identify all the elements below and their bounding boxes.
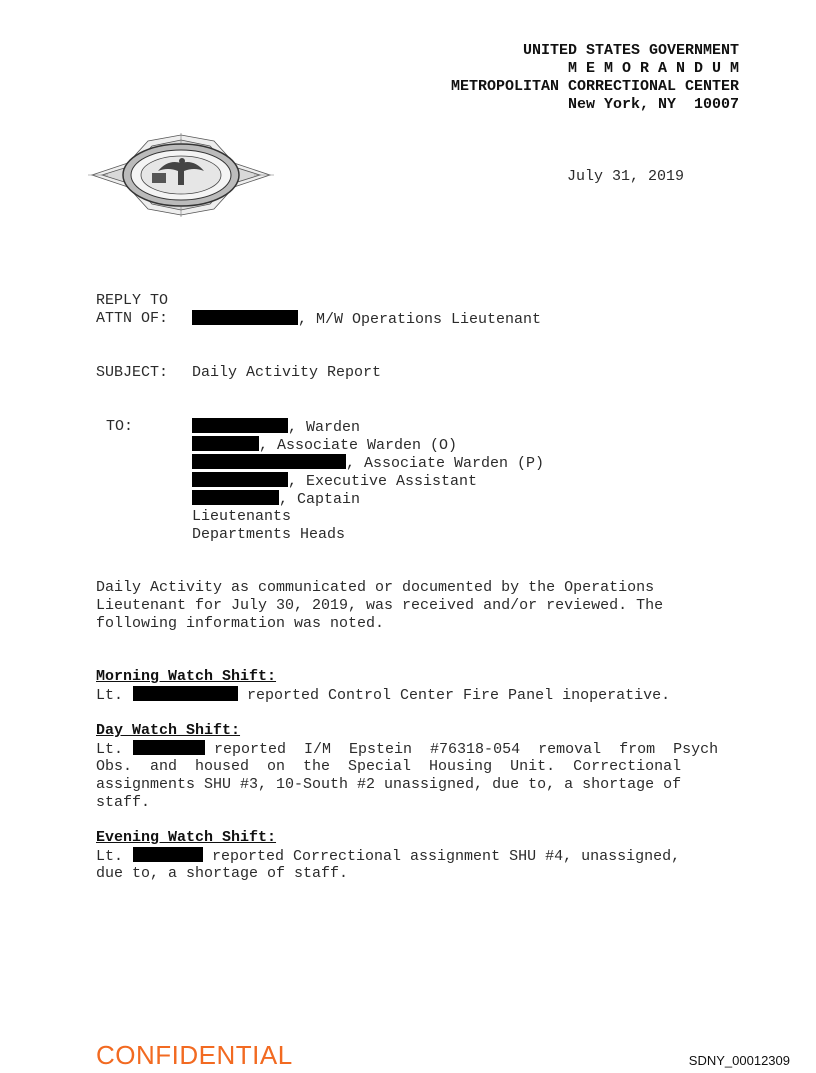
attn-of-label: ATTN OF:	[96, 310, 169, 327]
header-line-memorandum: M E M O R A N D U M	[567, 60, 739, 77]
redaction-bar	[192, 436, 259, 451]
morning-shift-title: Morning Watch Shift:	[96, 668, 277, 685]
header-line-facility: METROPOLITAN CORRECTIONAL CENTER	[450, 78, 739, 95]
redaction-bar	[133, 740, 205, 755]
reply-to-label: REPLY TO	[96, 292, 169, 309]
redaction-bar	[192, 454, 346, 469]
recipient-line: Lieutenants	[192, 508, 292, 525]
header-line-address: New York, NY 10007	[567, 96, 739, 113]
day-shift-line: Lt. reported I/M Epstein #76318-054 removal from Psych	[96, 741, 719, 758]
day-shift-line: Obs. and housed on the Special Housing Unit. Correctional	[96, 758, 682, 775]
evening-shift-line: due to, a shortage of staff.	[96, 865, 349, 882]
evening-shift-line: Lt. reported Correctional assignment SHU #4, unassigned,	[96, 848, 681, 865]
intro-line: Lieutenant for July 30, 2019, was received and/or reviewed. The	[96, 597, 664, 614]
recipient-line: , Associate Warden (O)	[192, 436, 457, 455]
recipient-line: Departments Heads	[192, 526, 346, 543]
day-shift-line: assignments SHU #3, 10-South #2 unassigned, due to, a shortage of	[96, 776, 682, 793]
attn-of-title: , M/W Operations Lieutenant	[298, 311, 542, 328]
redaction-bar	[192, 418, 288, 433]
header-line-government: UNITED STATES GOVERNMENT	[522, 42, 739, 59]
redaction-bar	[192, 490, 279, 505]
attn-of-value	[192, 310, 541, 329]
recipient-line: , Captain	[192, 490, 360, 509]
confidential-stamp: CONFIDENTIAL	[96, 1040, 293, 1070]
subject-label: SUBJECT:	[96, 364, 169, 381]
intro-line: following information was noted.	[96, 615, 385, 632]
redaction-bar	[192, 472, 288, 487]
redaction-bar	[133, 686, 238, 701]
day-shift-title: Day Watch Shift:	[96, 722, 241, 739]
evening-shift-title: Evening Watch Shift:	[96, 829, 277, 846]
morning-shift-text: Lt. reported Control Center Fire Panel inoperative.	[96, 687, 671, 704]
recipient-line: , Associate Warden (P)	[192, 454, 544, 473]
bates-number: SDNY_00012309	[688, 1053, 790, 1068]
doj-seal-icon	[88, 133, 274, 222]
intro-line: Daily Activity as communicated or documented by the Operations	[96, 579, 655, 596]
redaction-bar	[192, 310, 298, 325]
recipient-line: , Executive Assistant	[192, 472, 477, 491]
redaction-bar	[133, 847, 203, 862]
day-shift-line: staff.	[96, 794, 151, 811]
memo-date: July 31, 2019	[567, 168, 685, 185]
to-label: TO:	[106, 418, 134, 435]
recipient-line: , Warden	[192, 418, 360, 437]
subject-value: Daily Activity Report	[192, 364, 382, 381]
